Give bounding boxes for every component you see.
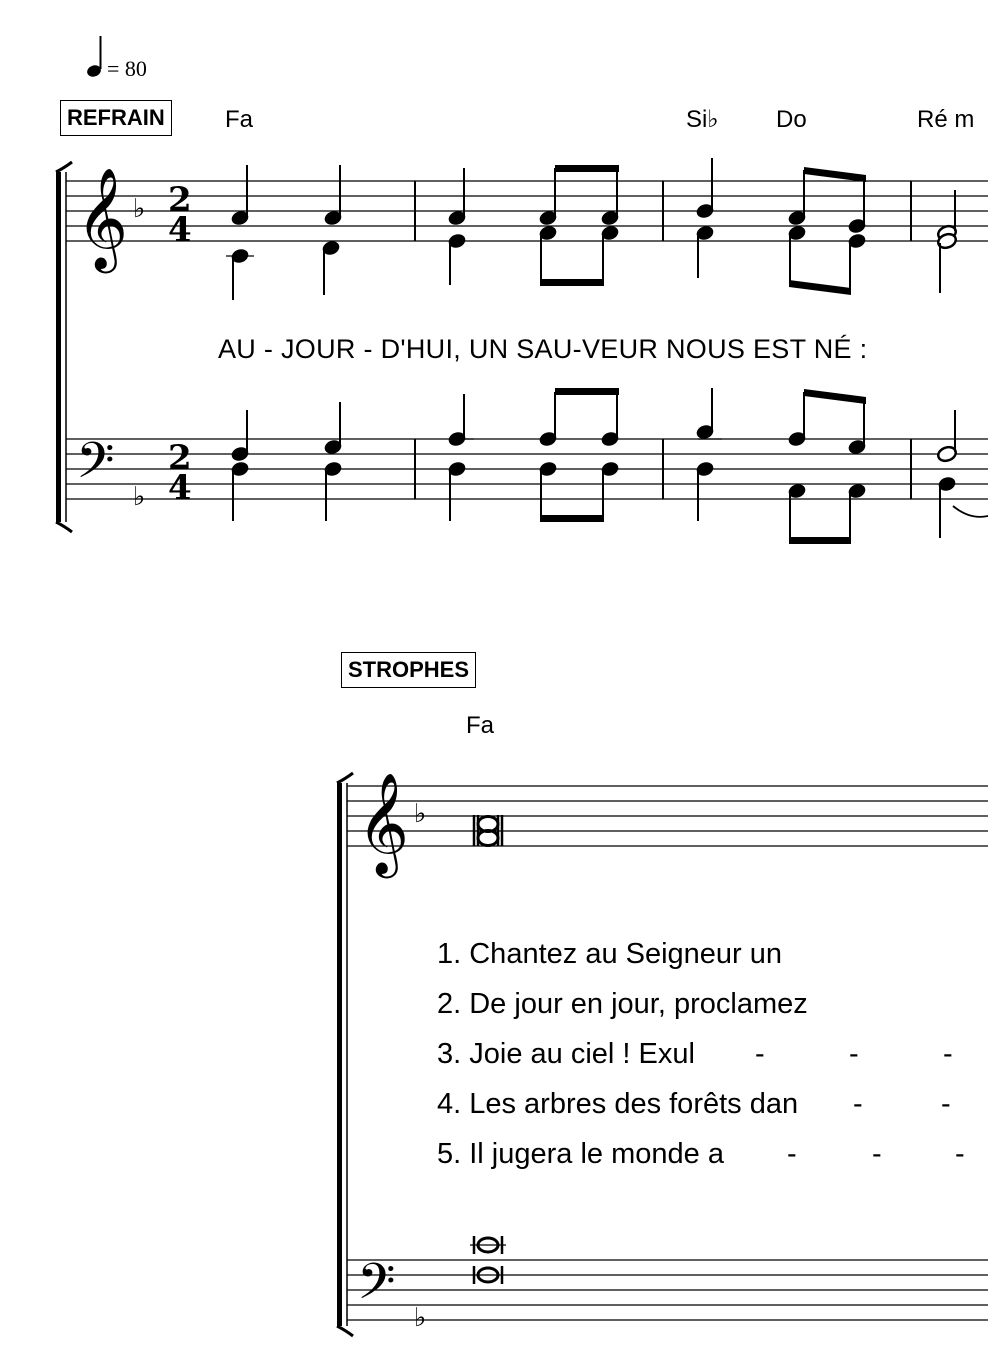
strophes-system-bracket	[337, 773, 353, 1336]
tempo-quarter-note-icon	[86, 36, 103, 79]
bass-clef-icon-strophes: 𝄢	[357, 1253, 396, 1323]
strophes-bass-staff	[347, 1260, 988, 1320]
treble-clef-icon: 𝄞	[76, 166, 129, 269]
chord-symbol: Do	[776, 106, 807, 133]
strophes-treble-breve-chord	[474, 815, 502, 846]
tempo-marking: = 80	[107, 56, 147, 81]
treble-clef-icon-strophes: 𝄞	[357, 771, 410, 874]
refrain-treble-staff	[66, 181, 988, 241]
time-signature-denominator: 4	[168, 210, 192, 250]
refrain-label: REFRAIN	[60, 100, 172, 136]
syllable-hyphen: -	[943, 1038, 953, 1070]
verse-line: 5. Il jugera le monde a	[437, 1138, 724, 1170]
chord-symbol: Si♭	[686, 106, 719, 133]
verse-line: 2. De jour en jour, proclamez	[437, 988, 808, 1020]
bass-clef-icon: 𝄢	[76, 432, 115, 502]
time-signature-numerator: 2	[168, 180, 192, 220]
syllable-hyphen: -	[787, 1138, 797, 1170]
refrain-system-bracket	[56, 162, 72, 532]
syllable-hyphen: -	[872, 1138, 882, 1170]
strophes-treble-staff	[347, 786, 988, 846]
time-signature-numerator-bass: 2	[168, 438, 192, 478]
strophes-label: STROPHES	[341, 652, 476, 688]
verse-line: 4. Les arbres des forêts dan	[437, 1088, 799, 1120]
verse-line: 1. Chantez au Seigneur un	[437, 938, 783, 970]
time-signature-denominator-bass: 4	[168, 468, 192, 508]
syllable-hyphen: -	[755, 1038, 765, 1070]
verse-line: 3. Joie au ciel ! Exul	[437, 1038, 695, 1070]
key-signature-flat-icon-bass: ♭	[133, 482, 146, 512]
syllable-hyphen: -	[849, 1038, 859, 1070]
key-signature-flat-icon-strophes-bass: ♭	[414, 1303, 427, 1333]
chord-symbol: Fa	[466, 712, 495, 739]
syllable-hyphen: -	[955, 1138, 965, 1170]
syllable-hyphen: -	[941, 1088, 951, 1120]
chord-symbol: Ré m	[917, 106, 975, 133]
syllable-hyphen: -	[853, 1088, 863, 1120]
chord-symbol: Fa	[225, 106, 254, 133]
refrain-treble-notes	[226, 158, 958, 300]
refrain-lyric-line: AU - JOUR - D'HUI, UN SAU-VEUR NOUS EST NÉ :	[218, 334, 868, 364]
key-signature-flat-icon-strophes: ♭	[414, 799, 427, 829]
refrain-bass-notes	[230, 388, 988, 544]
key-signature-flat-icon: ♭	[133, 194, 146, 224]
